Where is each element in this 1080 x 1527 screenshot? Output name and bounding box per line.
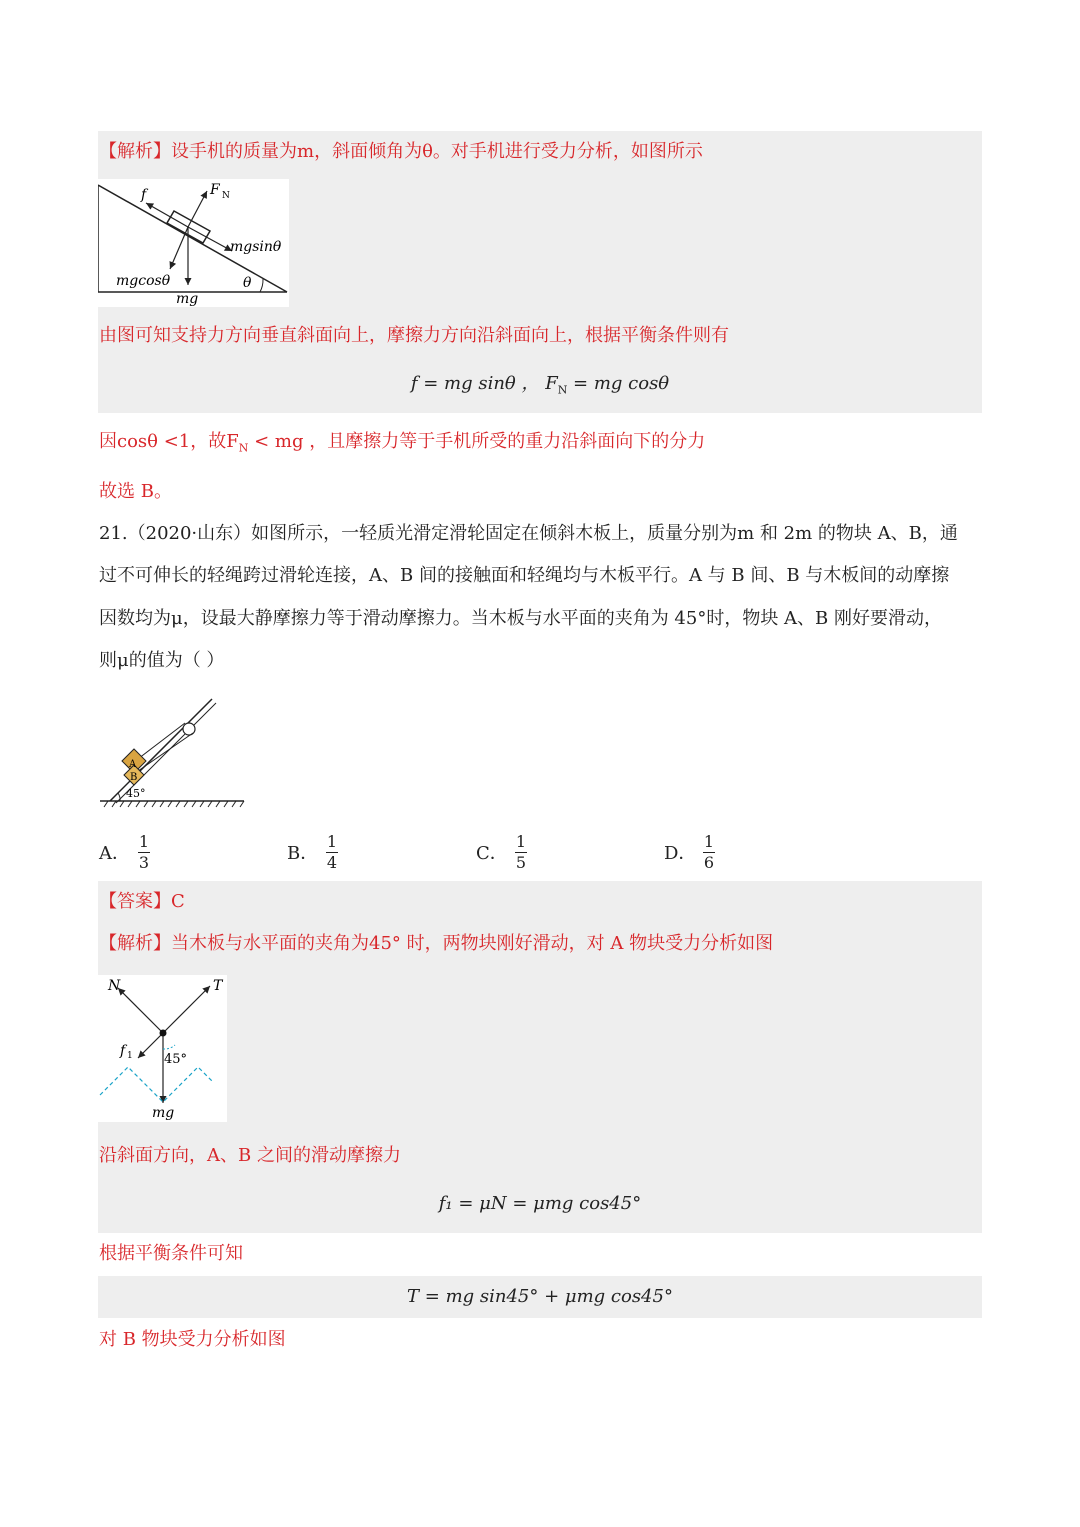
label-mgsin: mgsinθ [230, 239, 282, 255]
label-b: B [130, 772, 138, 783]
label-mgcos: mgcosθ [116, 273, 171, 289]
solution2-friction-text: 沿斜面方向，A、B 之间的滑动摩擦力 [99, 1145, 401, 1166]
option-d-fraction [702, 832, 716, 873]
pulley-incline-svg [100, 695, 246, 811]
solution1-conclusion: 由图可知支持力方向垂直斜面向上，摩擦力方向沿斜面向上，根据平衡条件则有 [99, 325, 729, 346]
label-theta: θ [243, 275, 252, 291]
equation-tail: = mg cosθ [567, 373, 670, 394]
question21-line2: 过不可伸长的轻绳跨过滑轮连接，A、B 间的接触面和轻绳均与木板平行。A 与 B 间、B 与木板间的动摩擦 [99, 565, 950, 586]
question21-line1: 21.（2020·山东）如图所示，一轻质光滑定滑轮固定在倾斜木板上，质量分别为m 和 2m 的物块 A、B，通 [99, 523, 958, 544]
equation-main: f = mg sinθ ， F [410, 373, 558, 394]
label-mg: mg [176, 291, 199, 307]
option-b-fraction [325, 832, 339, 873]
incline-force-svg [98, 179, 289, 307]
question21-line4: 则μ的值为（ ） [99, 650, 225, 671]
solution2-answer: 【答案】C [99, 891, 185, 912]
solution2-intro: 【解析】当木板与水平面的夹角为45° 时，两物块刚好滑动，对 A 物块受力分析如图 [99, 933, 774, 954]
solution1-note [99, 429, 705, 462]
solution2-balance-text: 根据平衡条件可知 [99, 1243, 243, 1264]
label-45: 45° [164, 1052, 188, 1067]
label-fn-sub: N [222, 191, 230, 201]
label-t: T [213, 978, 223, 994]
option-b-num: 1 [326, 832, 338, 851]
option-a-fraction [137, 832, 151, 873]
question21-line3: 因数均为μ，设最大静摩擦力等于滑动摩擦力。当木板与水平面的夹角为 45°时，物块 A、B 刚好要滑动， [99, 608, 942, 629]
solution1-intro: 【解析】设手机的质量为m，斜面倾角为θ。对手机进行受力分析，如图所示 [99, 141, 703, 162]
label-45: 45° [126, 787, 146, 800]
note-main: 因cosθ <1，故F [99, 431, 239, 452]
block-a-force-svg [98, 975, 227, 1122]
label-f1-sub: 1 [127, 1051, 133, 1061]
solution2-eq1: f₁ = μN = μmg cos45° [438, 1193, 642, 1214]
note-tail: < mg ，且摩擦力等于手机所受的重力沿斜面向下的分力 [248, 431, 706, 452]
option-c-den: 5 [515, 853, 527, 872]
option-c-fraction [514, 832, 528, 873]
option-b-letter: B． [287, 843, 319, 864]
label-n: N [108, 978, 121, 994]
solution1-choice: 故选 B。 [99, 481, 172, 502]
option-d-num: 1 [703, 832, 715, 851]
label-mg: mg [152, 1105, 175, 1121]
solution2-eq2: T = mg sin45° + μmg cos45° [407, 1286, 673, 1307]
option-d-den: 6 [703, 853, 715, 872]
label-f1: f [120, 1043, 126, 1059]
block-a-force-diagram [98, 975, 227, 1122]
label-a: A [129, 759, 137, 770]
option-a-num: 1 [138, 832, 150, 851]
note-sub: N [238, 441, 249, 455]
option-b-den: 4 [326, 853, 338, 872]
solution2-b-text: 对 B 物块受力分析如图 [99, 1329, 286, 1350]
label-f: f [141, 187, 147, 203]
label-fn: F [210, 182, 220, 198]
incline-force-diagram [98, 179, 289, 307]
equation-sub: N [557, 383, 568, 397]
option-d-letter: D． [664, 843, 697, 864]
option-a-den: 3 [138, 853, 150, 872]
pulley-incline-diagram [100, 695, 246, 811]
option-a-letter: A． [99, 843, 130, 864]
option-c-num: 1 [515, 832, 527, 851]
option-c-letter: C． [476, 843, 508, 864]
solution1-equation [98, 371, 982, 404]
